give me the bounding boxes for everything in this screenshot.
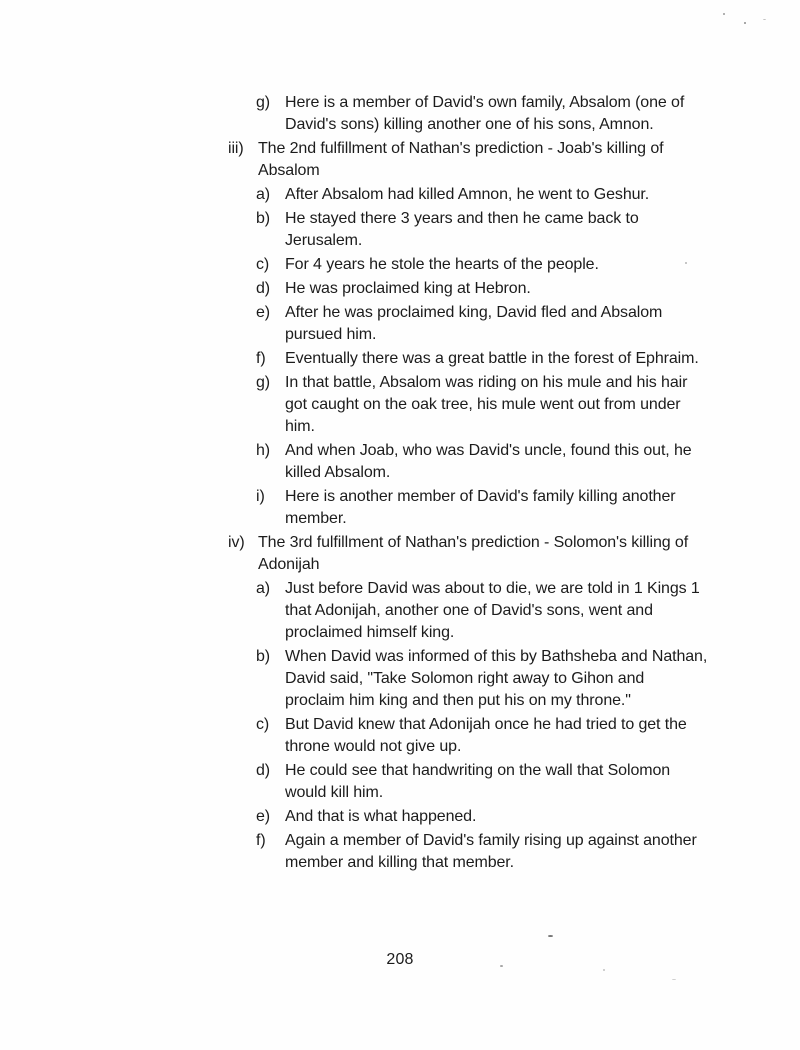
scan-speck xyxy=(500,965,503,967)
item-label: a) xyxy=(256,186,271,203)
outline-item xyxy=(256,208,800,252)
text-line: throne would not give up. xyxy=(285,738,462,755)
text-line: Adonijah xyxy=(258,556,320,573)
text-line: Here is a member of David's own family, Absalom (one of xyxy=(285,94,685,111)
scan-speck xyxy=(548,935,553,937)
outline-item xyxy=(256,440,800,484)
item-text xyxy=(285,440,692,484)
text-line: Eventually there was a great battle in the forest of Ephraim. xyxy=(285,350,699,367)
scan-speck xyxy=(763,19,766,20)
outline-item xyxy=(228,532,800,576)
item-label: a) xyxy=(256,580,271,597)
item-label: e) xyxy=(256,304,271,321)
outline-item xyxy=(228,138,800,182)
text-line: Jerusalem. xyxy=(285,232,363,249)
outline-item xyxy=(256,254,800,276)
item-label: h) xyxy=(256,442,271,459)
item-text xyxy=(285,714,687,758)
text-line: got caught on the oak tree, his mule went out from under xyxy=(285,396,681,413)
item-label: c) xyxy=(256,256,270,273)
outline-item xyxy=(256,372,800,438)
outline-item xyxy=(256,278,800,300)
item-text xyxy=(285,372,687,438)
text-line: David said, "Take Solomon right away to Gihon and xyxy=(285,670,645,687)
text-line: him. xyxy=(285,418,315,435)
text-line: For 4 years he stole the hearts of the people. xyxy=(285,256,599,273)
item-text xyxy=(285,760,670,804)
outline-item xyxy=(256,184,800,206)
item-text xyxy=(285,486,676,530)
item-label: d) xyxy=(256,762,271,779)
item-label: g) xyxy=(256,94,271,111)
text-line: would kill him. xyxy=(285,784,384,801)
outline-item xyxy=(256,714,800,758)
scan-speck xyxy=(744,22,746,24)
outline-item xyxy=(256,646,800,712)
item-label: i) xyxy=(256,488,265,505)
text-line: In that battle, Absalom was riding on his mule and his hair xyxy=(285,374,688,391)
item-text xyxy=(258,138,663,182)
item-text xyxy=(258,532,688,576)
text-line: He was proclaimed king at Hebron. xyxy=(285,280,531,297)
item-text xyxy=(285,278,531,300)
item-label: e) xyxy=(256,808,271,825)
scan-speck xyxy=(672,979,676,980)
item-text xyxy=(285,830,697,874)
item-text xyxy=(285,806,476,828)
item-label: g) xyxy=(256,374,271,391)
outline-item xyxy=(256,760,800,804)
outline-item xyxy=(256,486,800,530)
item-label: iii) xyxy=(228,140,244,157)
text-line: killed Absalom. xyxy=(285,464,391,481)
text-line: He could see that handwriting on the wall that Solomon xyxy=(285,762,671,779)
text-line: Absalom xyxy=(258,162,320,179)
outline-item xyxy=(256,578,800,644)
item-label: f) xyxy=(256,350,266,367)
text-line: But David knew that Adonijah once he had tried to get the xyxy=(285,716,687,733)
text-line: pursued him. xyxy=(285,326,377,343)
item-text xyxy=(285,184,649,206)
outline-item xyxy=(256,348,800,370)
scan-speck xyxy=(723,13,725,15)
item-label: d) xyxy=(256,280,271,297)
page-number: 208 xyxy=(386,951,414,968)
scan-speck xyxy=(685,262,687,264)
text-line: Here is another member of David's family killing another xyxy=(285,488,676,505)
text-line: And when Joab, who was David's uncle, found this out, he xyxy=(285,442,692,459)
item-text xyxy=(285,578,700,644)
text-line: After he was proclaimed king, David fled and Absalom xyxy=(285,304,663,321)
text-line: And that is what happened. xyxy=(285,808,477,825)
text-line: member and killing that member. xyxy=(285,854,515,871)
text-line: After Absalom had killed Amnon, he went to Geshur. xyxy=(285,186,650,203)
text-line: proclaimed himself king. xyxy=(285,624,455,641)
text-line: member. xyxy=(285,510,347,527)
outline-item xyxy=(256,806,800,828)
item-text xyxy=(285,92,684,136)
text-line: When David was informed of this by Bathsheba and Nathan, xyxy=(285,648,708,665)
text-line: that Adonijah, another one of David's sons, went and xyxy=(285,602,653,619)
outline-item xyxy=(256,302,800,346)
item-label: f) xyxy=(256,832,266,849)
text-line: proclaim him king and then put his on my throne." xyxy=(285,692,631,709)
item-text xyxy=(285,348,699,370)
item-label: iv) xyxy=(228,534,245,551)
text-line: The 3rd fulfillment of Nathan's prediction - Solomon's killing of xyxy=(258,534,689,551)
outline-item xyxy=(256,830,800,874)
item-text xyxy=(285,208,639,252)
item-text xyxy=(285,254,599,276)
item-label: b) xyxy=(256,648,271,665)
item-label: b) xyxy=(256,210,271,227)
text-line: Just before David was about to die, we are told in 1 Kings 1 xyxy=(285,580,700,597)
text-line: Again a member of David's family rising up against another xyxy=(285,832,697,849)
scan-speck xyxy=(603,969,605,971)
outline-content xyxy=(0,92,800,876)
item-text xyxy=(285,302,662,346)
text-line: David's sons) killing another one of his sons, Amnon. xyxy=(285,116,654,133)
item-label: c) xyxy=(256,716,270,733)
outline-item xyxy=(256,92,800,136)
text-line: He stayed there 3 years and then he came back to xyxy=(285,210,639,227)
text-line: The 2nd fulfillment of Nathan's prediction - Joab's killing of xyxy=(258,140,664,157)
item-text xyxy=(285,646,707,712)
